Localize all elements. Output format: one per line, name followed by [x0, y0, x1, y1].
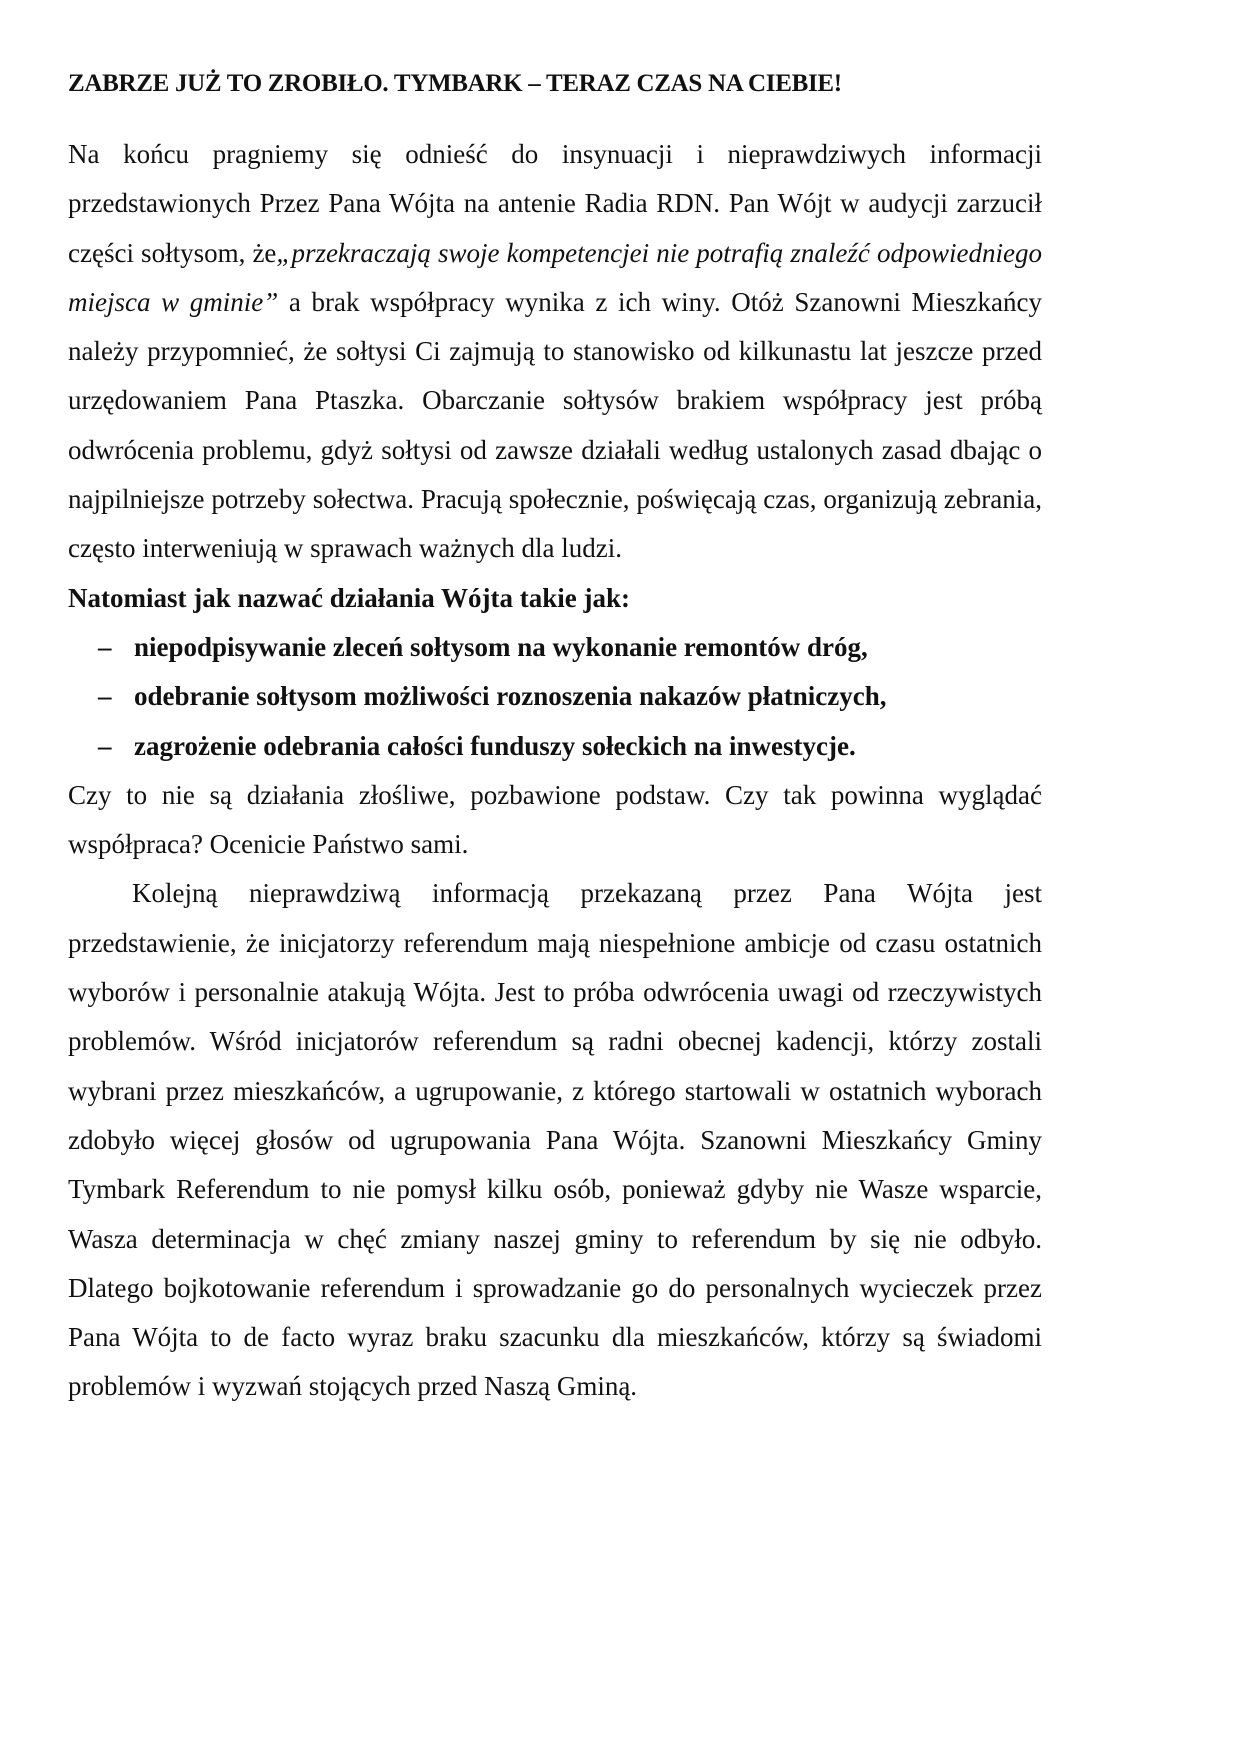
paragraph-text-continued: a brak współpracy wynika z ich winy. Otóż Szanowni Mieszkańcy należy przypomnieć, że sołtysi Ci zajmują to stanowisko od kilkunastu lat jeszcze przed urzędowaniem Pana Ptaszka. Obarczanie sołtysów brakiem współpracy jest próbą odwrócenia problemu, gdyż sołtysi od zawsze działali według ustalonych zasad dbając o najpilniejsze potrzeby sołectwa. Pracują społecznie, poświęcają czas, organizują zebrania, często interweniują w sprawach ważnych dla ludzi. [68, 286, 1042, 564]
document-title: ZABRZE JUŻ TO ZROBIŁO. TYMBARK – TERAZ CZAS NA CIEBIE! [68, 70, 842, 97]
actions-list [68, 623, 1042, 771]
paragraph-text: Na końcu pragniemy się odnieść do insynuacji i nieprawdziwych informacji przedstawionych Przez Pana Wójta na antenie Radia RDN. Pan Wójt w audycji zarzucił części sołtysom, że [68, 139, 1042, 268]
list-item [68, 623, 1042, 672]
dash-bullet-icon: – [98, 631, 112, 662]
quoted-statement: „przekraczają swoje kompetencjei nie potrafią znaleźć odpowiedniego miejsca w gminie” [68, 237, 1042, 317]
question-heading: Natomiast jak nazwać działania Wójta takie jak: [68, 582, 630, 613]
paragraph-referendum: Kolejną nieprawdziwą informacją przekazaną przez Pana Wójta jest przedstawienie, że inicjatorzy referendum mają niespełnione ambicje od czasu ostatnich wyborów i personalnie atakują Wójta. Jest to próba odwrócenia uwagi od rzeczywistych problemów. Wśród inicjatorów referendum są radni obecnej kadencji, którzy zostali wybrani przez mieszkańców, a ugrupowanie, z którego startowali w ostatnich wyborach zdobyło więcej głosów od ugrupowania Pana Wójta. Szanowni Mieszkańcy Gminy Tymbark Referendum to nie pomysł kilku osób, ponieważ gdyby nie Wasze wsparcie, Wasza determinacja w chęć zmiany naszej gminy to referendum by się nie odbyło. Dlatego bojkotowanie referendum i sprowadzanie go do personalnych wycieczek przez Pana Wójta to de facto wyraz braku szacunku dla mieszkańców, którzy są świadomi problemów i wyzwań stojących przed Naszą Gminą. [68, 878, 1042, 1402]
paragraph-rhetorical-question: Czy to nie są działania złośliwe, pozbawione podstaw. Czy tak powinna wyglądać współpraca? Ocenicie Państwo sami. [68, 779, 1042, 860]
document-page [68, 62, 1042, 1412]
dash-bullet-icon: – [98, 730, 112, 761]
dash-bullet-icon: – [98, 681, 112, 712]
list-item [68, 722, 1042, 771]
list-item-text: odebranie sołtysom możliwości roznoszenia nakazów płatniczych, [134, 681, 887, 712]
list-item [68, 672, 1042, 721]
list-item-text: zagrożenie odebrania całości funduszy sołeckich na inwestycje. [134, 730, 856, 761]
list-item-text: niepodpisywanie zleceń sołtysom na wykonanie remontów dróg, [134, 631, 868, 662]
paragraph-radio-rdn [68, 130, 1042, 574]
